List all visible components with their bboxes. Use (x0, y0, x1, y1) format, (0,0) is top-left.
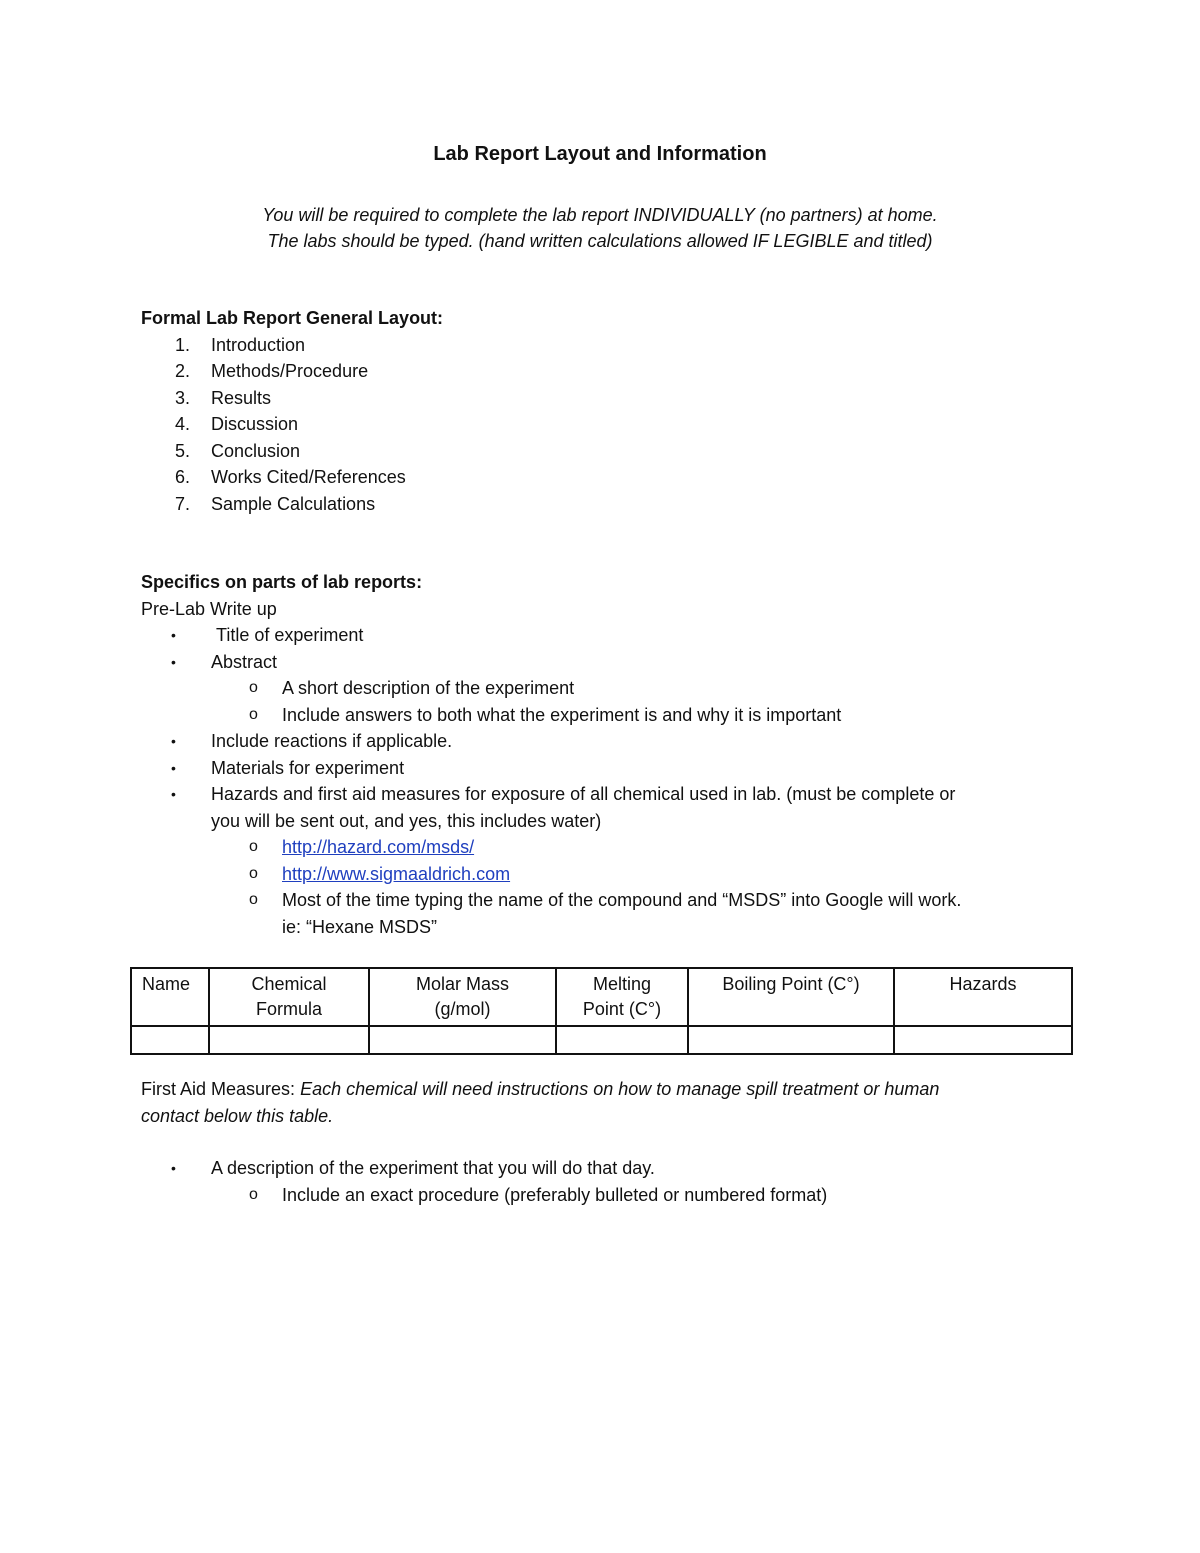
list-item: • Abstract (141, 649, 1081, 676)
circle-bullet-icon: o (249, 679, 258, 696)
specifics-section (141, 569, 1081, 940)
circle-bullet-icon: o (249, 705, 258, 723)
list-item (141, 834, 1081, 861)
table-cell (894, 1026, 1072, 1054)
list-item: • Title of experiment (141, 622, 1081, 649)
header-molar-mass: Molar Mass (g/mol) (369, 968, 556, 1026)
header-chemical-formula: Chemical Formula (209, 968, 369, 1026)
list-item: o Most of the time typing the name of the compound and “MSDS” into Google will work. ie: “Hexane MSDS” (141, 887, 1081, 940)
table-header-row (131, 968, 1072, 1026)
list-item: 7. Sample Calculations (175, 493, 376, 514)
chemical-hazards-table (130, 967, 1073, 1055)
prelab-label: Pre-Lab Write up (141, 598, 277, 619)
table-cell (209, 1026, 369, 1054)
bullet-icon: • (171, 733, 176, 749)
hazard-msds-link[interactable]: http://hazard.com/msds/ (282, 837, 475, 857)
table-row (131, 1026, 1072, 1054)
bullet-icon: • (171, 1160, 176, 1176)
list-item: 5. Conclusion (175, 440, 301, 461)
header-hazards: Hazards (894, 968, 1072, 1026)
bullet-icon: • (171, 653, 176, 670)
list-item: • Include reactions if applicable. (141, 728, 1081, 755)
list-item: • A description of the experiment that you will do that day. (141, 1155, 1081, 1182)
header-name: Name (131, 968, 209, 1026)
general-layout-heading: Formal Lab Report General Layout: (141, 308, 444, 328)
specifics-heading: Specifics on parts of lab reports: (141, 572, 423, 592)
circle-bullet-icon: o (249, 891, 258, 908)
list-item: 2. Methods/Procedure (175, 361, 369, 381)
circle-bullet-icon: o (249, 1185, 258, 1203)
experiment-section (141, 1155, 1081, 1208)
bullet-icon: • (171, 786, 176, 802)
intro-line-1: You will be required to complete the lab report INDIVIDUALLY (no partners) at home. (262, 205, 938, 225)
list-item: 4. Discussion (175, 414, 299, 434)
list-item: 3. Results (175, 387, 272, 408)
table-cell (131, 1026, 209, 1054)
first-aid-label: First Aid Measures: (141, 1079, 296, 1099)
general-layout-section (141, 305, 1081, 517)
header-boiling-point: Boiling Point (C°) (688, 968, 894, 1026)
table-cell (688, 1026, 894, 1054)
table-cell (369, 1026, 556, 1054)
list-item (141, 861, 1081, 888)
intro-text (0, 202, 1200, 254)
list-item: 6. Works Cited/References (175, 467, 406, 487)
list-item: o Include answers to both what the experiment is and why it is important (141, 702, 1081, 729)
table-cell (556, 1026, 688, 1054)
bullet-icon: • (171, 759, 176, 776)
list-item: 1. Introduction (175, 334, 306, 355)
list-item: • Materials for experiment (141, 755, 1081, 782)
bullet-icon: • (171, 627, 176, 643)
list-item: o A short description of the experiment (141, 675, 1081, 702)
first-aid-section: First Aid Measures: Each chemical will need instructions on how to manage spill treatment or human contact below this table. (141, 1079, 940, 1126)
document-title: Lab Report Layout and Information (433, 143, 767, 165)
list-item: o Include an exact procedure (preferably bulleted or numbered format) (141, 1182, 1081, 1209)
intro-line-2: The labs should be typed. (hand written calculations allowed IF LEGIBLE and titled) (267, 231, 933, 251)
circle-bullet-icon: o (249, 864, 258, 882)
circle-bullet-icon: o (249, 838, 258, 855)
list-item: • Hazards and first aid measures for exposure of all chemical used in lab. (must be complete or you will be sent out, and yes, this includes water) (141, 781, 1081, 834)
header-melting-point: Melting Point (C°) (556, 968, 688, 1026)
first-aid-text: Each chemical will need instructions on how to manage spill treatment or human (300, 1079, 940, 1099)
sigmaaldrich-link[interactable]: http://www.sigmaaldrich.com (282, 863, 511, 884)
